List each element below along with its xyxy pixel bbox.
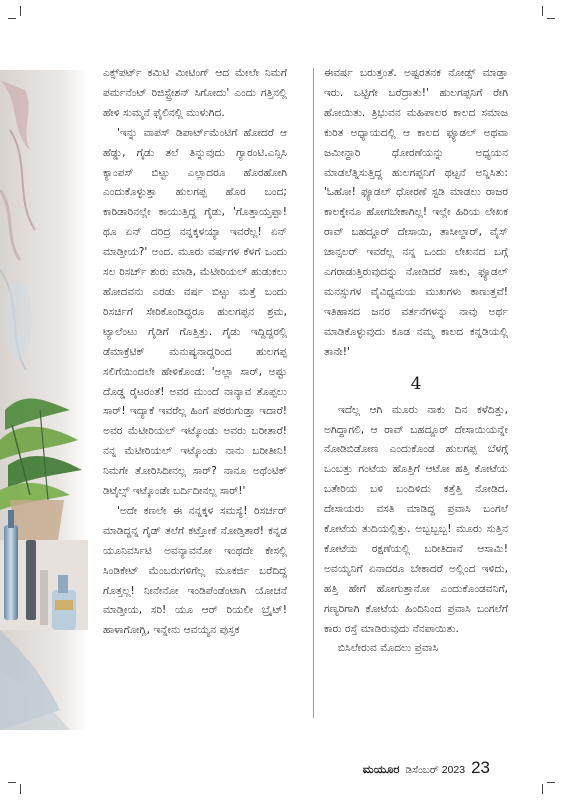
crop-mark-bottom-left	[20, 784, 21, 794]
paragraph: 'ಇನ್ನು ವಾಪಸ್ ಡಿಪಾರ್ಟ್‌ಮೆಂಟಿಗೆ ಹೋದರೆ ಆ ಹೆಡ್ಡು, ಗೈಡು ತಲೆ ತಿನ್ನುವುದು ಗ್ಯಾರಂಟಿ.ಎನ್ಸಿಸಿ ಕ್ಯಾಂಪಸ್ ಬಿಟ್ಟು ಎಲ್ಲಾದರೂ ಹೊರಹೋಗಿ ಎಂದುಕೊಳ್ಳುತ್ತಾ ಹುಲಗಪ್ಪ ಹೊರ ಬಂದ; ಕಾರಿಡಾರಿನಲ್ಲೇ ಕಾಯುತ್ತಿದ್ದ ಗೈಡು, 'ಗೊತ್ತಾಯ್ತಪ್ಪಾ! ಥೂ ಏನ್ ದರಿದ್ರ ನನ್ನಕ್ಕಳಯ್ಯಾ ಇವರೆಲ್ಲ! ಏನ್ ಮಾಡ್ತೀಯ?' ಅಂದ. ಮೂರು ವರ್ಷಗಳ ಕೆಳಗೆ ಒಂದು ಸಲ ರಿಸರ್ಚ್ ಶುರು ಮಾಡಿ, ಮೆಟೀರಿಯಲ್ ಹುಡುಕಲು ಹೋದವನು ಎರಡು ವರ್ಷ ಬಿಟ್ಟು ಮತ್ತೆ ಬಂದು ರಿಸರ್ಚಿಗೆ ಸೇರಿಕೊಂಡಿದ್ದರೂ ಹುಲಗಪ್ಪನ ಶ್ರಮ, ಟ್ಯಾಲೆಂಟು ಗೈಡಿಗೆ ಗೊತ್ತಿತ್ತು. ಗೈಡು ಇದ್ದಿದ್ದರಲ್ಲಿ ಡೆಮಾಕ್ರೆಟಿಕ್ ಮನುಷ್ಯನಾದ್ದರಿಂದ ಹುಲಗಪ್ಪ ಸಲಿಗೆಯಿಂದಲೇ ಹೇಳಿಕೊಂಡ: 'ಅಲ್ಲಾ ಸಾರ್, ಅಷ್ಟು ದೊಡ್ಡ ರೈಟರಂತೆ! ಅವರ ಮುಂದೆ ನಾನ್ಯಾವ ತೊಪ್ಪಲು ಸಾರ್! ಇದ್ಯಾಕೆ ಇವರೆಲ್ಲ ಹಿಂಗೆ ಪಠರುಗುಡ್ತಾ ಇದಾರೆ! ಅವರ ಮೆಟೀರಿಯಲ್ ಇಟ್ಕೊಂಡು ಅವರು ಬರೀತಾರೆ! ನನ್ನ ಮೆಟೀರಿಯಲ್ ಇಟ್ಕೊಂಡು ನಾನು ಬರೀತೀನಿ! ನಿಮಗೇ ತೋರಿಸಿದೀನಲ್ಲ ಸಾರ್? ನಾನೂ ಅಥೆಂಟಿಕ್ ಡಿಟೈಲ್ಸ್ ಇಟ್ಕೊಂಡೇ ಬರ್ದಿದೀನಲ್ಲ ಸಾರ್!'	[103, 126, 287, 498]
paragraph: ಇದೆಲ್ಲ ಆಗಿ ಮೂರು ನಾಕು ದಿನ ಕಳೆದಿತ್ತು, ಅಗಿದ್ದಾಗಲಿ, ಆ ರಾವ್ ಬಹದ್ದೂರ್ ದೇಸಾಯಿಯನ್ನೇ ನೋಡಿಬಿಡೋಣ ಎಂದುಕೊಂಡ ಹುಲಗಪ್ಪ ಬೆಳಗ್ಗೆ ಒಂಬತ್ತು ಗಂಟೆಯ ಹೊತ್ತಿಗೆ ಆಟೋ ಹತ್ತಿ ಕೋಟೆಯ ಬತೇರಿಯ ಬಳಿ ಬಂದಿಳಿದು ಕತ್ತೆತ್ತಿ ನೋಡಿದ. ದೇಸಾಯರು ವಸತಿ ಮಾಡಿದ್ದ ಪ್ರವಾಸಿ ಬಂಗಲೆ ಕೋಟೆಯ ತುದಿಯಲ್ಲಿತ್ತು. ಅಬ್ಬಬ್ಬಬ್ಬ! ಮೂರು ಸುತ್ತಿನ ಕೋಟೆಯ ರಕ್ಷಣೆಯಲ್ಲಿ ಬರೀತಿದಾನೆ ಆಸಾಮಿ! ಅವಯ್ಯನಿಗೆ ಏನಾದರೂ ಬೇಕಾದರೆ ಅಲ್ಲಿಂದ ಇಳಿದು, ಹತ್ತಿ ಹೇಗೆ ಹೋಗುತ್ತಾನೋ ಎಂದುಕೊಂಡವನಿಗೆ, ಗಣ್ಯರಿಗಾಗಿ ಕೋಟೆಯ ಹಿಂದಿನಿಂದ ಪ್ರವಾಸಿ ಬಂಗಲೆಗೆ ಕಾರು ರಸ್ತೆ ಮಾಡಿರುವುದು ನೆನಪಾಯಿತು.	[324, 403, 508, 635]
paragraph: ಈವರ್ಷ ಬರುತ್ತಂತೆ. ಅಷ್ಟರತನಕ ನೋಡ್ಸ್ ಮಾಡ್ತಾ ಇರು. ಒಟ್ಟಿಗೇ ಬರೆದ್ರಾತು!' ಹುಲಗಪ್ಪನಿಗೆ ರೇಗಿ ಹೋಯಿತು. ತ್ರಿಭುವನ ಮಹಿಪಾಲರ ಕಾಲದ ಸಮಾಜ ಕುರಿತ ಅಧ್ಯಾಯದಲ್ಲಿ ಆ ಕಾಲದ ಫ್ಯೂಡಲ್ ಅಥವಾ ಜಮೀನ್ದಾರಿ ಧೋರಣೆಯನ್ನು ಅಧ್ಯಯನ ಮಾಡಲೆತ್ನಿಸುತ್ತಿದ್ದ ಹುಲಗಪ್ಪನಿಗೆ ಥಟ್ಟನೆ ಅನ್ನಿಸಿತು: 'ಓಹೋ! ಫ್ಯೂಡಲ್ ಧೋರಣೆ ಸ್ಟಡಿ ಮಾಡಲು ರಾಜರ ಕಾಲಕ್ಕೇನೂ ಹೋಗಬೇಕಾಗಿಲ್ಲ! ಇಲ್ಲೇ ಹಿರಿಯ ಲೇಖಕ ರಾವ್ ಬಹದ್ದೂರ್ ದೇಸಾಯಿ, ತಾಸೀಲ್ದಾರ್, ವೈಸ್ ಚಾನ್ಸಲರ್ ಇವರೆಲ್ಲ ನನ್ನ ಒಂದು ಲೇಖನದ ಬಗ್ಗೆ ಎಗರಾಡುತ್ತಿರುವುದನ್ನು ನೋಡಿದರೆ ಸಾಕು, ಫ್ಯೂಡಲ್ ಮನಸ್ಸುಗಳ ವೈವಿಧ್ಯಮಯ ಮುಖಗಳು ಕಾಣುತ್ತವೆ! ಇತಿಹಾಸದ ಜನರ ವರ್ತನೆಗಳನ್ನು ನಾವು ಅರ್ಥ ಮಾಡಿಕೊಳ್ಳುವುದು ಕೂಡ ನಮ್ಮ ಕಾಲದ ಕನ್ನಡಿಯಲ್ಲಿ ತಾನೇ!'	[324, 67, 508, 358]
crop-mark-top-right-h	[547, 18, 555, 19]
text-column-right	[324, 64, 508, 659]
section-number: 4	[410, 373, 422, 394]
paragraph: ಬಿಸಿಲೇರುವ ಮೊದಲು ಪ್ರವಾಸಿ	[338, 642, 439, 655]
issue-date: ಡಿಸೆಂಬರ್ 2023	[405, 764, 466, 776]
page-footer	[330, 758, 490, 782]
column-divider	[313, 68, 314, 718]
magazine-name: ಮಯೂರ	[362, 762, 400, 776]
crop-mark-bottom-right	[542, 784, 543, 794]
paragraph: ಎಕ್ಸ್‌ಪರ್ಟ್ ಕಮಿಟಿ ಮೀಟಿಂಗ್ ಆದ ಮೇಲೇ ನಿಮಗೆ ಪರ್ಮನೆಂಟ್ ರಿಜಿಸ್ಟ್ರೇಶನ್ ಸಿಗೋದು' ಎಂದು ಗತ್ತಿನಲ್ಲಿ ಹೇಳಿ ಸುಮ್ಮನೆ ಫೈಲಿನಲ್ಲಿ ಮುಳುಗಿದ.	[103, 67, 287, 119]
crop-mark-top-left-h	[8, 18, 16, 19]
crop-mark-bottom-right-h	[547, 782, 555, 783]
page-number: 23	[471, 758, 490, 777]
crop-mark-top-left	[20, 6, 21, 16]
paragraph: 'ಅದೇ ಕಣಲೇ ಈ ನನ್ನಕ್ಕಳ ಸಮಸ್ಯೆ! ರಿಸರ್ಚರ್ ಮಾಡಿದ್ದನ್ನ ಗೈಡ್ ತಲೆಗೆ ಕಟ್ತೋಕೆ ನೋಡ್ತಿತಾರೆ! ಕನ್ನಡ ಯೂನಿವರ್ಸಿಟಿ ಅವನ್ಯಾವನೋ ಇಂಥದೇ ಕೇಸಲ್ಲಿ ಸಿಂಡಿಕೇಟ್ ಮೆಂಬರುಗಳಿಗೆಲ್ಲ ಮೂಕರ್ಜಿ ಬರೆದಿದ್ದ ಗೊತ್ತಲ್ಲ! ನೀನೇನೋ ಇಂಡಿಪೆಂಡೆಂಟಾಗಿ ಯೋಚನೆ ಮಾಡ್ತೀಯ, ಸರಿ! ಯೂ ಆರ್ ರಿಯಲೀ ಬ್ರೈಟ್! ಹಾಳಾಗೋಗ್ಲಿ, ಇನ್ನೇನು ಆವಯ್ಯನ ಪುಸ್ತಕ	[103, 504, 287, 637]
still-life-image	[0, 70, 88, 730]
text-column-left	[103, 64, 287, 641]
crop-mark-bottom-left-h	[8, 782, 16, 783]
crop-mark-top-right	[542, 6, 543, 16]
watercolor-illustration	[0, 70, 88, 730]
